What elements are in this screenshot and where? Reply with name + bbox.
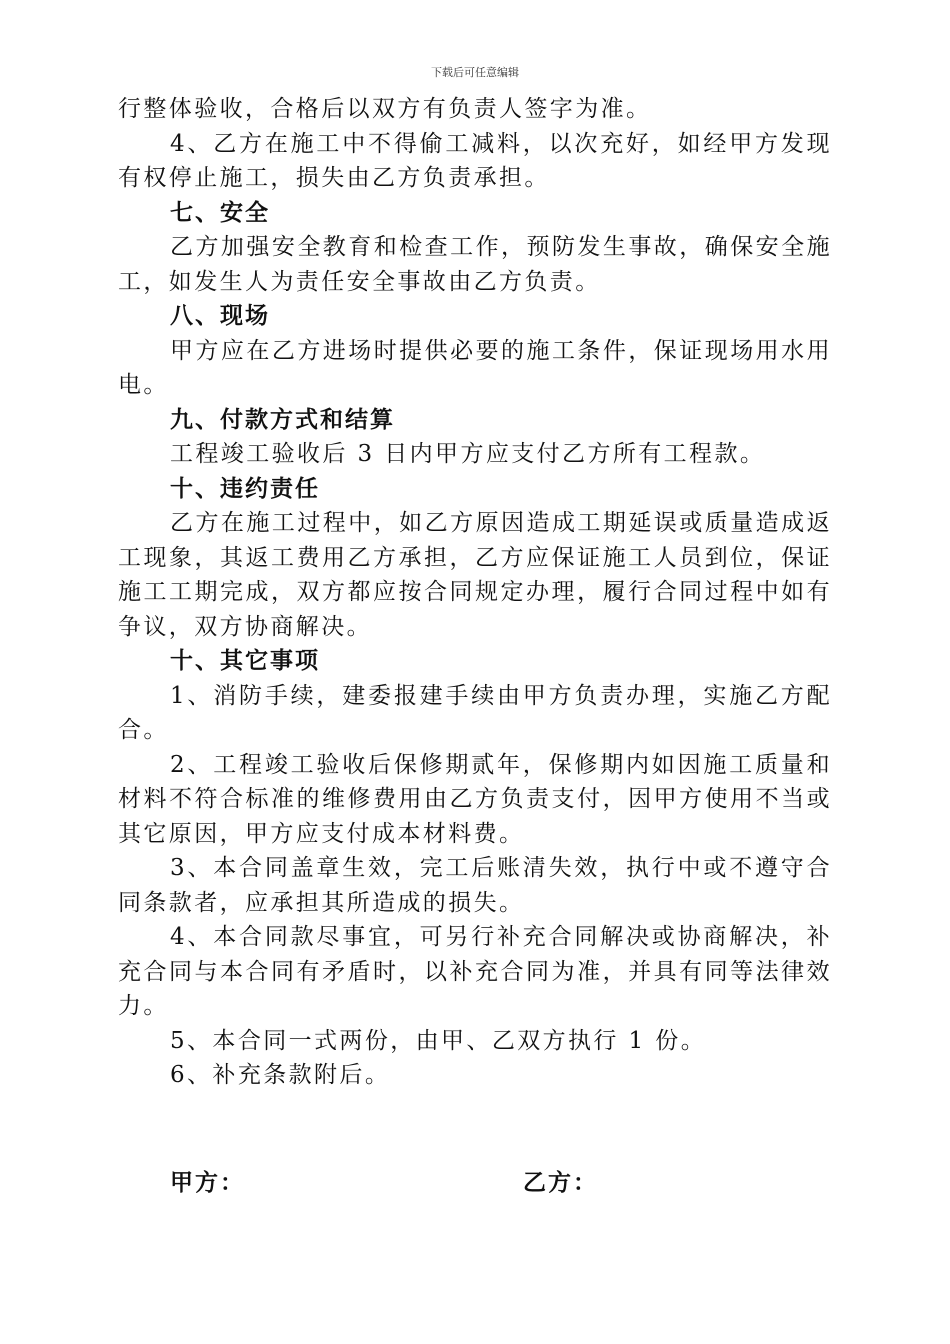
contract-paragraph: 3、本合同盖章生效，完工后账清失效，执行中或不遵守合同条款者，应承担其所造成的损失。 — [118, 855, 832, 916]
contract-paragraph: 乙方在施工过程中，如乙方原因造成工期延误或质量造成返工现象，其返工费用乙方承担，乙方应保证施工人员到位，保证施工工期完成，双方都应按合同规定办理，履行合同过程中如有争议，双方协商解决。 — [118, 510, 832, 640]
contract-paragraph: 6、补充条款附后。 — [170, 1062, 391, 1088]
party-b-signature-label: 乙方： — [523, 1170, 598, 1196]
section-heading: 八、现场 — [170, 303, 270, 329]
header-note: 下载后可任意编辑 — [431, 66, 519, 79]
contract-paragraph: 2、工程竣工验收后保修期贰年，保修期内如因施工质量和材料不符合标准的维修费用由乙方负责支付，因甲方使用不当或其它原因，甲方应支付成本材料费。 — [118, 751, 832, 847]
contract-paragraph: 行整体验收，合格后以双方有负责人签字为准。 — [118, 96, 652, 122]
contract-paragraph: 1、消防手续，建委报建手续由甲方负责办理，实施乙方配合。 — [118, 682, 832, 743]
section-heading: 十、违约责任 — [170, 475, 320, 502]
signature-block — [170, 1166, 770, 1200]
section-heading: 七、安全 — [170, 199, 270, 226]
section-heading: 九、付款方式和结算 — [170, 406, 395, 433]
contract-paragraph: 乙方加强安全教育和检查工作，预防发生事故，确保安全施工，如发生人为责任安全事故由乙方负责。 — [118, 234, 832, 295]
section-heading: 十、其它事项 — [170, 648, 320, 674]
contract-paragraph: 5、本合同一式两份，由甲、乙双方执行 1 份。 — [170, 1027, 707, 1054]
party-a-signature-label: 甲方： — [170, 1170, 245, 1196]
contract-paragraph: 4、本合同款尽事宜，可另行补充合同解决或协商解决，补充合同与本合同有矛盾时，以补充合同为准，并具有同等法律效力。 — [118, 924, 832, 1019]
contract-paragraph: 4、乙方在施工中不得偷工减料，以次充好，如经甲方发现有权停止施工，损失由乙方负责承担。 — [118, 130, 832, 191]
contract-body — [118, 92, 832, 1093]
contract-paragraph: 工程竣工验收后 3 日内甲方应支付乙方所有工程款。 — [170, 441, 766, 467]
contract-paragraph: 甲方应在乙方进场时提供必要的施工条件，保证现场用水用电。 — [118, 337, 832, 398]
